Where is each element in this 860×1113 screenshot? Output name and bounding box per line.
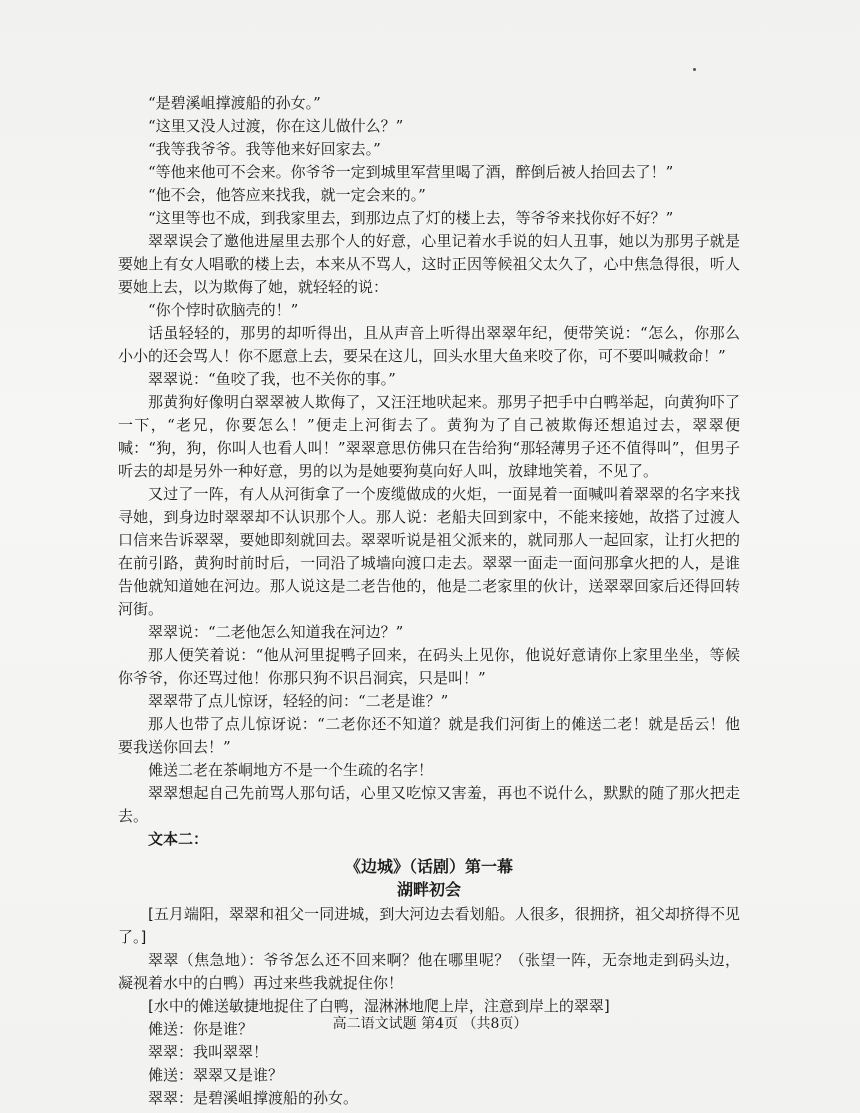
paragraph: 那人也带了点儿惊讶说：“二老你还不知道？就是我们河街上的傩送二老！就是岳云！他要我送你回去！”	[118, 715, 740, 756]
paragraph: “是碧溪岨撑渡船的孙女。”	[148, 94, 321, 112]
paragraph: 那黄狗好像明白翠翠被人欺侮了，又汪汪地吠起来。那男子把手中白鸭举起，向黄狗吓了一下，“老兄，你要怎么！”便走上河街去了。黄狗为了自己被欺侮还想追过去，翠翠便喊：“狗，狗，你叫人也看人叫！”翠翠意思仿佛只在告给狗“那轻薄男子还不值得叫”，但男子听去的却是另外一种好意，男的以为是她要狗莫向好人叫，放肆地笑着，不见了。	[118, 393, 740, 480]
dialogue-line: 傩送：翠翠又是谁？	[148, 1066, 284, 1084]
paragraph: “他不会，他答应来找我，就一定会来的。”	[148, 186, 426, 204]
paragraph: 翠翠想起自己先前骂人那句话，心里又吃惊又害羞，再也不说什么，默默的随了那火把走去。	[118, 784, 740, 825]
paragraph: 话虽轻轻的，那男的却听得出，且从声音上听得出翠翠年纪，便带笑说：“怎么，你那么小小的还会骂人！你不愿意上去，要呆在这儿，回头水里大鱼来咬了你，可不要叫喊救命！”	[118, 324, 740, 365]
paragraph: “这里又没人过渡，你在这儿做什么？”	[148, 117, 404, 135]
paragraph: “等他来他可不会来。你爷爷一定到城里军营里喝了酒，醉倒后被人抬回去了！”	[148, 163, 674, 181]
paragraph: “这里等也不成，到我家里去，到那边点了灯的楼上去，等爷爷来找你好不好？”	[148, 209, 674, 227]
page-footer: 高二语文试题 第4页 （共8页）	[332, 1016, 528, 1032]
speck	[693, 68, 696, 71]
paragraph: 那人便笑着说：“他从河里捉鸭子回来，在码头上见你，他说好意请你上家里坐坐，等候你爷爷，你还骂过他！你那只狗不识吕洞宾，只是叫！”	[118, 646, 740, 687]
paragraph: 翠翠说：“鱼咬了我，也不关你的事。”	[148, 370, 396, 388]
paragraph: 翠翠说：“二老他怎么知道我在河边？”	[148, 623, 404, 641]
script-block	[118, 903, 740, 1110]
scene-title: 湖畔初会	[396, 880, 461, 899]
paragraph: 翠翠带了点儿惊讶，轻轻的问：“二老是谁？”	[148, 692, 449, 710]
play-title: 《边城》（话剧）第一幕	[344, 857, 513, 876]
stage-direction: [五月端阳，翠翠和祖父一同进城，到大河边去看划船。人很多，很拥挤，祖父却挤得不见了。]	[118, 905, 740, 946]
paragraph: “我等我爷爷。我等他来好回家去。”	[148, 140, 381, 158]
paragraph: 傩送二老在茶峒地方不是一个生疏的名字！	[148, 761, 434, 779]
stage-direction: [水中的傩送敏捷地捉住了白鸭，湿淋淋地爬上岸，注意到岸上的翠翠]	[148, 997, 610, 1015]
paragraph: “你个悖时砍脑壳的！”	[148, 301, 299, 319]
dialogue-line: 翠翠（焦急地）：爷爷怎么还不回来啊？他在哪里呢？（张望一阵，无奈地走到码头边，凝视着水中的白鸭）再过来些我就捉住你！	[118, 951, 740, 992]
dialogue-line: 傩送：你是谁？	[148, 1020, 254, 1038]
dialogue-line: 翠翠：我叫翠翠！	[148, 1043, 269, 1061]
page-content	[118, 92, 740, 1110]
paragraph: 又过了一阵，有人从河街拿了一个废缆做成的火炬，一面晃着一面喊叫着翠翠的名字来找寻她，到身边时翠翠却不认识那个人。那人说：老船夫回到家中，不能来接她，故搭了过渡人口信来告诉翠翠，要她即刻就回去。翠翠听说是祖父派来的，就同那人一起回家，让打火把的在前引路，黄狗时前时后，一同沿了城墙向渡口走去。翠翠一面走一面问那拿火把的人，是谁告他就知道她在河边。那人说这是二老告他的，他是二老家里的伙计，送翠翠回家后还得回转河街。	[118, 485, 740, 618]
dialogue-line: 翠翠：是碧溪岨撑渡船的孙女。	[148, 1089, 359, 1107]
section-label: 文本二：	[148, 830, 209, 848]
paragraph: 翠翠误会了邀他进屋里去那个人的好意，心里记着水手说的妇人丑事，她以为那男子就是要她上有女人唱歌的楼上去，本来从不骂人，这时正因等候祖父太久了，心中焦急得很，听人要她上去，以为欺侮了她，就轻轻的说：	[118, 232, 740, 296]
